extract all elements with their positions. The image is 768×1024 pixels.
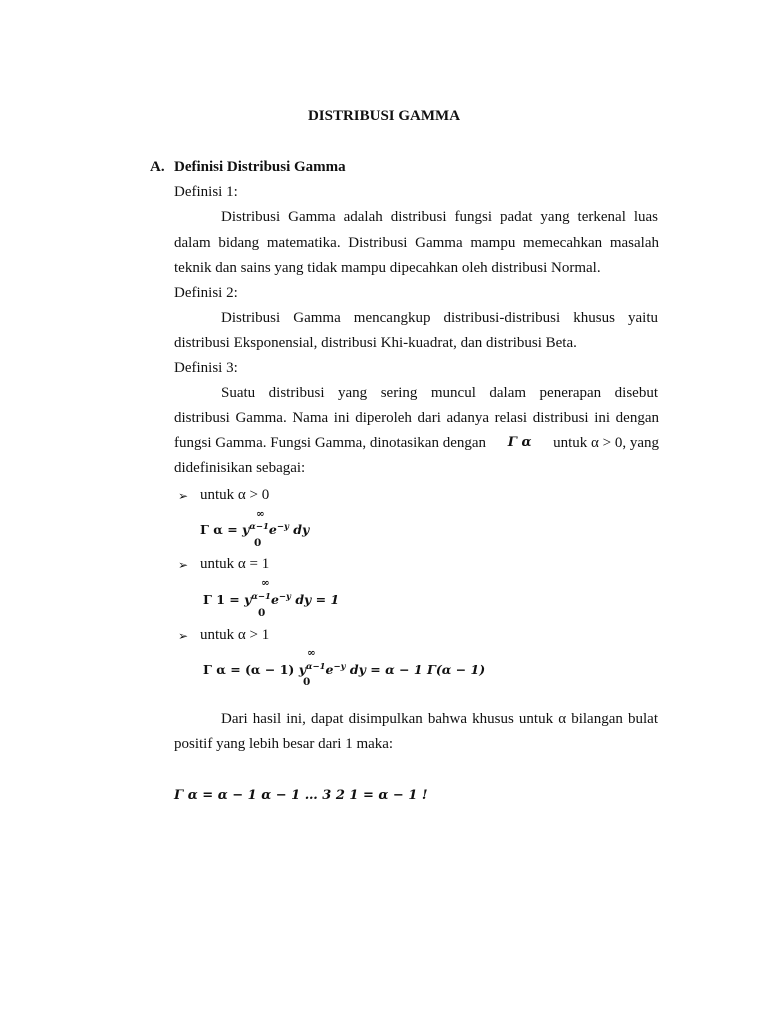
- integral-upper-limit: ∞: [261, 577, 270, 589]
- formula-y-exponent: α−1: [249, 522, 269, 532]
- formula-rest: dy = 1: [290, 592, 340, 607]
- definition-3-line: [174, 435, 659, 452]
- formula-e-exponent: −y: [333, 662, 346, 672]
- arrow-bullet-icon: ➢: [178, 489, 189, 503]
- definition-1-line: dalam bidang matematika. Distribusi Gamma mampu memecahkan masalah: [174, 235, 659, 251]
- gamma-formula: [203, 592, 339, 607]
- gamma-formula: [200, 522, 309, 537]
- integral-upper-limit: ∞: [256, 508, 265, 520]
- formula-rest: dy = α − 1 Γ(α − 1): [345, 662, 486, 677]
- integral-lower-limit: 0: [254, 537, 262, 549]
- definition-3-line: Suatu distribusi yang sering muncul dalam penerapan disebut: [221, 385, 658, 401]
- case-condition: untuk α > 1: [200, 627, 270, 643]
- case-condition: untuk α = 1: [200, 556, 270, 572]
- integral-lower-limit: 0: [258, 607, 266, 619]
- definition-2-line: distribusi Eksponensial, distribusi Khi-kuadrat, dan distribusi Beta.: [174, 335, 577, 351]
- formula-rest: dy: [288, 522, 310, 537]
- definition-3-line: distribusi Gamma. Nama ini diperoleh dari adanya relasi distribusi ini dengan: [174, 410, 659, 426]
- document-title: DISTRIBUSI GAMMA: [307, 108, 461, 124]
- definition-1-label: Definisi 1:: [174, 184, 238, 200]
- case-condition: untuk α > 0: [200, 487, 270, 503]
- definition-2-line: Distribusi Gamma mencangkup distribusi-distribusi khusus yaitu: [221, 310, 658, 326]
- formula-e-exponent: −y: [276, 522, 289, 532]
- definition-3-text: fungsi Gamma. Fungsi Gamma, dinotasikan dengan: [174, 435, 487, 451]
- integral-upper-limit: ∞: [307, 647, 316, 659]
- section-heading: Definisi Distribusi Gamma: [174, 159, 346, 175]
- section-letter: A.: [150, 159, 165, 175]
- formula-e-exponent: −y: [278, 592, 291, 602]
- definition-3-line: didefinisikan sebagai:: [174, 460, 306, 476]
- formula-e: e: [268, 522, 277, 537]
- formula-y: y: [242, 522, 250, 537]
- formula-y: y: [244, 592, 252, 607]
- definition-1-line: teknik dan sains yang tidak mampu dipecahkan oleh distribusi Normal.: [174, 260, 601, 276]
- gamma-formula: [203, 662, 485, 677]
- gamma-alpha-symbol: Γ α: [507, 435, 532, 450]
- formula-e: e: [270, 592, 279, 607]
- definition-3-label: Definisi 3:: [174, 360, 238, 376]
- integral-lower-limit: 0: [303, 676, 311, 688]
- formula-y-exponent: α−1: [251, 592, 271, 602]
- formula-lhs: Γ 1 =: [203, 592, 245, 607]
- formula-e: e: [325, 662, 334, 677]
- arrow-bullet-icon: ➢: [178, 558, 189, 572]
- factorial-formula: Γ α = α − 1 α − 1 … 3 2 1 = α − 1 !: [174, 788, 428, 803]
- formula-lhs: Γ α =: [200, 522, 243, 537]
- conclusion-line: Dari hasil ini, dapat disimpulkan bahwa khusus untuk α bilangan bulat: [221, 711, 658, 727]
- definition-1-line: Distribusi Gamma adalah distribusi fungsi padat yang terkenal luas: [221, 209, 658, 225]
- conclusion-line: positif yang lebih besar dari 1 maka:: [174, 736, 394, 752]
- formula-y: y: [298, 662, 306, 677]
- definition-3-text: untuk α > 0, yang: [553, 435, 659, 451]
- formula-lhs: Γ α = (α − 1): [203, 662, 299, 677]
- formula-y-exponent: α−1: [305, 662, 326, 672]
- arrow-bullet-icon: ➢: [178, 629, 189, 643]
- definition-2-label: Definisi 2:: [174, 285, 238, 301]
